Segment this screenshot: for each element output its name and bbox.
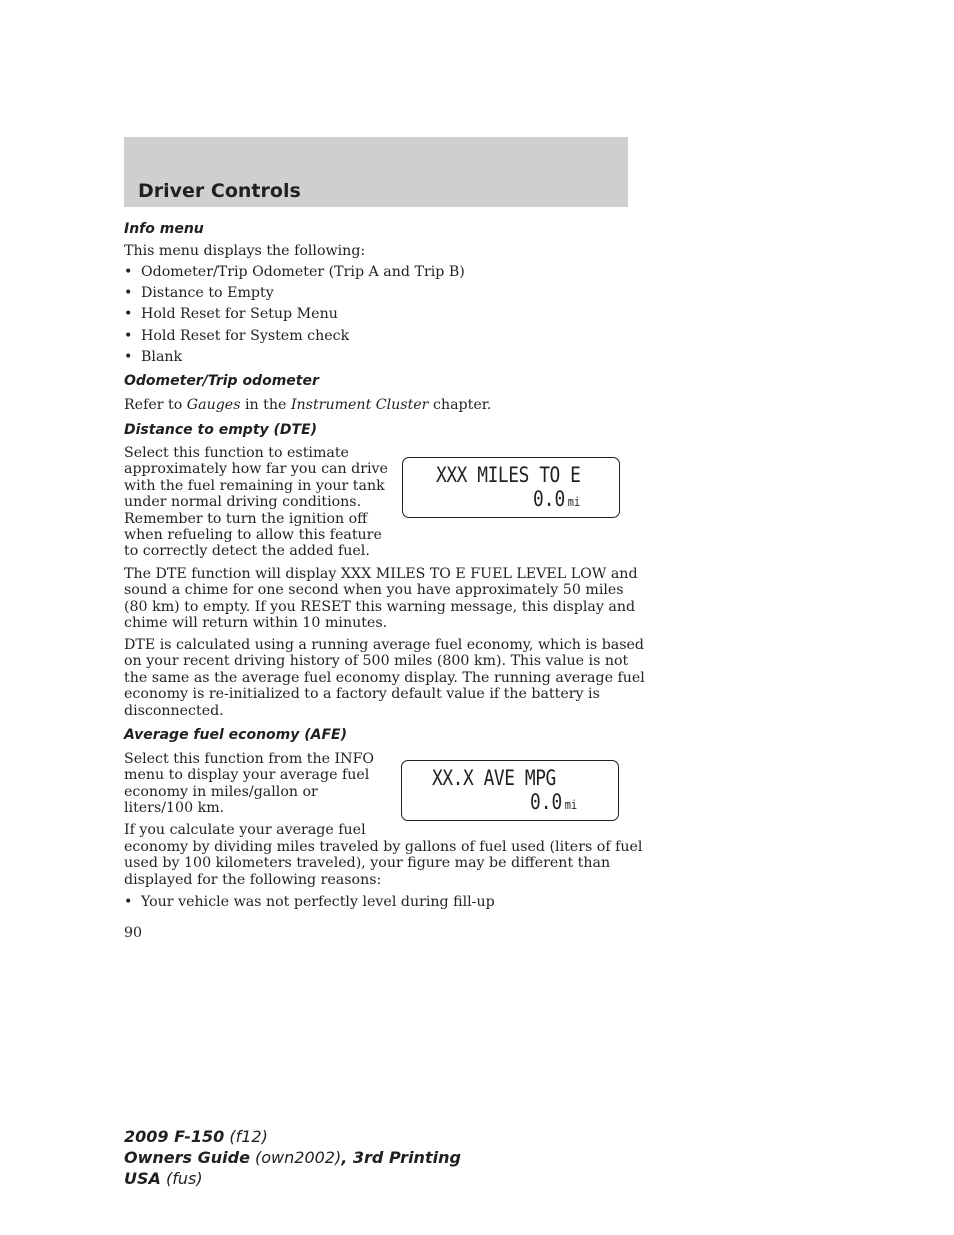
odometer-text: Refer to Gauges in the Instrument Cluster chapter. — [124, 397, 492, 413]
page-number: 90 — [124, 925, 143, 941]
dte-paragraph-2: DTE is calculated using a running average fuel economy, which is based on your recent driving history of 500 miles (800 km). This value is not the same as the average fuel economy display. The running average fuel economy is re-initialized to a factory default value if the battery is disconnected. — [124, 637, 645, 719]
info-menu-intro: This menu displays the following: — [124, 243, 366, 259]
list-item: • Blank — [124, 349, 183, 365]
info-menu-heading: Info menu — [124, 221, 204, 237]
dte-display-text: XXX MILES TO E — [436, 463, 581, 487]
section-title: Driver Controls — [138, 180, 301, 202]
list-item: • Hold Reset for System check — [124, 328, 350, 344]
footer-imprint: 2009 F-150 (f12) Owners Guide (own2002), 3rd Printing USA (fus) — [124, 1127, 461, 1188]
afe-display-text: XX.X AVE MPG — [432, 766, 556, 790]
list-item: • Distance to Empty — [124, 285, 274, 301]
afe-side-text: Select this function from the INFO menu to display your average fuel economy in miles/gallon or liters/100 km. If you calculate your average fuel — [124, 751, 375, 838]
afe-heading: Average fuel economy (AFE) — [124, 727, 348, 743]
list-item: • Hold Reset for Setup Menu — [124, 306, 338, 322]
list-item: • Odometer/Trip Odometer (Trip A and Trip B) — [124, 264, 465, 280]
afe-paragraph: economy by dividing miles traveled by gallons of fuel used (liters of fuel used by 100 kilometers traveled), your figure may be different than displayed for the following reasons: — [124, 839, 643, 888]
dte-side-text: Select this function to estimate approximately how far you can drive with the fuel remaining in your tank under normal driving conditions. Remember to turn the ignition off when refueling to allow this feature to correctly detect the added fuel. — [124, 445, 388, 560]
afe-display — [401, 760, 619, 821]
odometer-heading: Odometer/Trip odometer — [124, 373, 319, 389]
dte-heading: Distance to empty (DTE) — [124, 422, 318, 438]
section-header-band — [124, 137, 628, 207]
afe-display-value: 0.0 mi — [530, 790, 578, 814]
dte-display-value: 0.0 mi — [533, 487, 581, 511]
dte-display — [402, 457, 620, 518]
list-item: • Your vehicle was not perfectly level during fill-up — [124, 894, 495, 910]
dte-paragraph-1: The DTE function will display XXX MILES TO E FUEL LEVEL LOW and sound a chime for one second when you have approximately 50 miles (80 km) to empty. If you RESET this warning message, this display and chime will return within 10 minutes. — [124, 566, 638, 632]
